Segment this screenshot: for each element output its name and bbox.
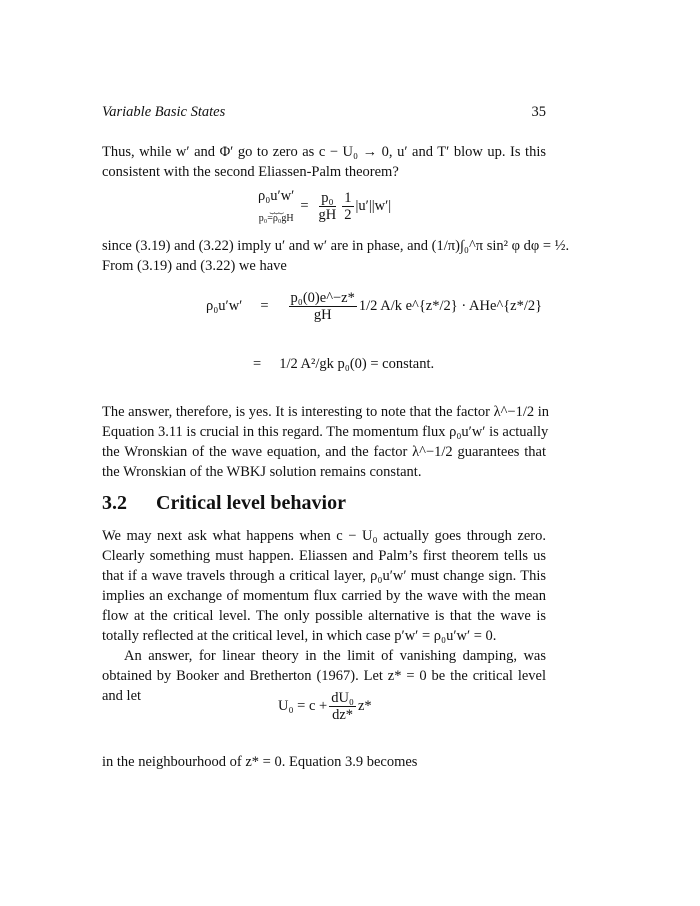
text-line: Clearly something must happen. Eliassen and Palm’s first theorem tells us: [102, 548, 546, 564]
fraction-numerator: 1: [344, 189, 352, 206]
equation-lhs: ρ₀u′w′: [206, 298, 243, 314]
equals-sign: =: [260, 298, 269, 314]
paragraph-1: [102, 142, 546, 182]
text-line: We may next ask what happens when c − U₀ actually goes through zero.: [102, 528, 546, 544]
momentum-flux-term: ρ₀u′w′: [258, 188, 295, 204]
text-line: Equation 3.11 is crucial in this regard. The momentum flux ρ₀u′w′ is actually: [102, 424, 549, 440]
equation-rhs: |u′||w′|: [355, 197, 392, 214]
text-line: From (3.19) and (3.22) we have: [102, 258, 287, 274]
text-line: totally reflected at the critical level, in which case p′w′ = ρ₀u′w′ = 0.: [102, 628, 497, 644]
text-line: Thus, while w′ and Φ′ go to zero as c − U₀ → 0, u′ and T′ blow up. Is this: [102, 144, 546, 160]
text-line: the Wronskian of the WBKJ solution remains constant.: [102, 464, 422, 480]
fraction: [289, 290, 357, 323]
fraction: [317, 190, 339, 223]
fraction-numerator: p₀: [321, 189, 334, 206]
paragraph-2: [102, 236, 570, 276]
paragraph-3: [102, 402, 550, 482]
text-line: since (3.19) and (3.22) imply u′ and w′ are in phase, and (1/π)∫₀^π sin² φ dφ = ½.: [102, 238, 570, 254]
fraction-denominator: gH: [318, 206, 337, 223]
equation-rhs: z*: [357, 698, 372, 714]
equals-sign: =: [300, 197, 309, 214]
text-line: in the neighbourhood of z* = 0. Equation 3.9 becomes: [102, 754, 418, 770]
text-line: that if a wave travels through a critical layer, ρ₀u′w′ must change sign. This: [102, 568, 546, 584]
equals-sign: =: [253, 356, 262, 372]
section-heading: [102, 492, 346, 515]
fraction-denominator: dz*: [332, 707, 354, 723]
equation-rhs: 1/2 A²/gk p₀(0) = constant.: [279, 356, 435, 372]
equation-mean-flow: [278, 690, 372, 723]
paragraph-4: [102, 526, 546, 646]
text-line: flow at the critical level. The only possible alternative is that the wave is: [102, 608, 546, 624]
equation-flux-2: [253, 356, 434, 373]
equation-lhs: U₀ = c +: [278, 698, 328, 714]
section-title: Critical level behavior: [156, 492, 346, 514]
running-title: Variable Basic States: [102, 104, 226, 120]
fraction-denominator: gH: [313, 307, 332, 323]
text-line: implies an exchange of momentum flux carried by the wave with the mean: [102, 588, 546, 604]
fraction: [329, 690, 356, 723]
text-line: the Wronskian of the wave equation, and the factor λ^−1/2 guarantees that: [102, 444, 546, 460]
equation-flux-1: [206, 290, 542, 323]
fraction-denominator: 2: [344, 206, 352, 223]
equation-rhs: 1/2 A/k e^{z*/2} · AHe^{z*/2}: [358, 298, 543, 314]
underbrace: ⏟⏟⏟: [269, 204, 283, 214]
equation-ep-theorem: [258, 188, 391, 224]
paragraph-6: [102, 752, 546, 772]
underbraced-term: [258, 188, 294, 224]
page-number: 35: [531, 104, 546, 120]
fraction-numerator: p₀(0)e^−z*: [290, 290, 355, 306]
fraction-numerator: dU₀: [331, 690, 354, 706]
text-line: consistent with the second Eliassen-Palm theorem?: [102, 164, 399, 180]
text-line: The answer, therefore, is yes. It is interesting to note that the factor λ^−1/2 in: [102, 404, 550, 420]
text-line: and let: [102, 688, 142, 704]
text-line: An answer, for linear theory in the limit of vanishing damping, was: [124, 648, 546, 664]
page-header: [102, 104, 546, 121]
underbrace-label: p₀=ρ₀gH: [258, 213, 294, 224]
fraction-half: [342, 190, 353, 223]
section-number: 3.2: [102, 492, 127, 514]
text-line: obtained by Booker and Bretherton (1967). Let z* = 0 be the critical level: [102, 668, 546, 684]
